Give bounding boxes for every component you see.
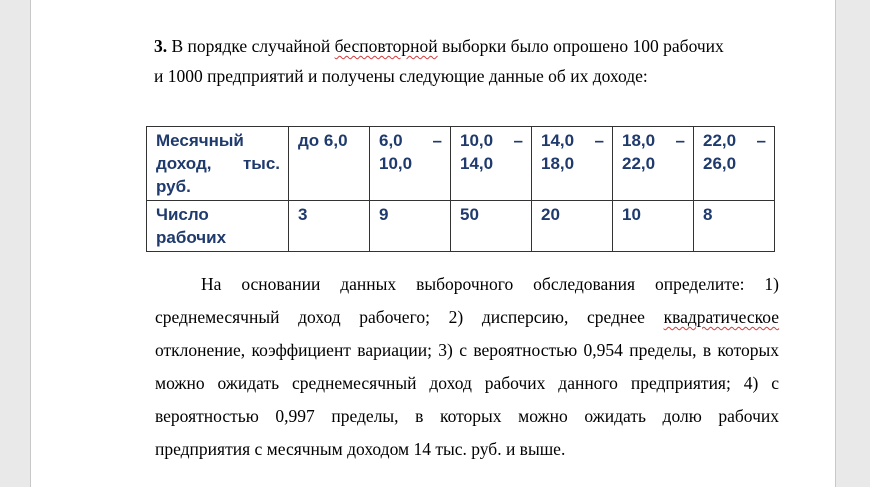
task-text bbox=[155, 268, 779, 466]
row-header-line: Число bbox=[156, 205, 209, 224]
cell-dash: – bbox=[675, 131, 685, 150]
table-cell bbox=[289, 127, 370, 201]
left-margin-gutter bbox=[0, 0, 31, 487]
cell-range-start: 10,0 bbox=[460, 131, 494, 150]
table-cell: 3 bbox=[289, 201, 370, 252]
table-cell: 50 bbox=[451, 201, 532, 252]
cell-line bbox=[541, 129, 604, 152]
task-text-2: отклонение, коэффициент вариации; 3) с вероятностью 0,954 пределы, в которых можно ожидать среднемесячный доход рабочих данного предприятия; 4) с вероятностью 0,997 пределы, в которых можно ожидать долю рабочих предприятия с месячным доходом 14 тыс. руб. и выше. bbox=[155, 340, 779, 459]
table-cell bbox=[532, 127, 613, 201]
table-cell bbox=[694, 127, 775, 201]
problem-statement bbox=[154, 31, 784, 91]
problem-number: 3. bbox=[154, 36, 168, 56]
cell-dash: – bbox=[594, 131, 604, 150]
income-table bbox=[146, 126, 775, 252]
cell-range-end: 10,0 bbox=[379, 154, 413, 173]
cell-range-end: 14,0 bbox=[460, 154, 494, 173]
cell-line bbox=[703, 129, 766, 152]
table-cell: 10 bbox=[613, 201, 694, 252]
table-cell bbox=[613, 127, 694, 201]
problem-line-1 bbox=[154, 31, 784, 61]
cell-line bbox=[622, 129, 685, 152]
cell-range-end: 26,0 bbox=[703, 154, 737, 173]
task-paragraph bbox=[155, 268, 779, 466]
row-header-line: Месячный bbox=[156, 131, 244, 150]
spellcheck-word: квадратическое bbox=[663, 307, 779, 327]
cell-range-start: 18,0 bbox=[622, 131, 656, 150]
table-cell bbox=[451, 127, 532, 201]
row-header-income bbox=[147, 127, 289, 201]
cell-range-start: 14,0 bbox=[541, 131, 575, 150]
table-row-workers bbox=[147, 201, 775, 252]
table-cell: 9 bbox=[370, 201, 451, 252]
row-header-line: руб. bbox=[156, 177, 191, 196]
table-cell bbox=[370, 127, 451, 201]
problem-text-2: выборки было опрошено 100 рабочих bbox=[437, 36, 724, 56]
cell-range-end: 22,0 bbox=[622, 154, 656, 173]
cell-line bbox=[460, 129, 523, 152]
table-row-income bbox=[147, 127, 775, 201]
problem-line-2: и 1000 предприятий и получены следующие данные об их доходе: bbox=[154, 66, 648, 86]
cell-range-start: 22,0 bbox=[703, 131, 737, 150]
right-margin-gutter bbox=[835, 0, 870, 487]
cell-range-start: до 6,0 bbox=[298, 131, 348, 150]
cell-dash: – bbox=[432, 131, 442, 150]
row-header-word: тыс. bbox=[242, 154, 280, 173]
table-cell: 20 bbox=[532, 201, 613, 252]
cell-range-start: 6,0 bbox=[379, 131, 403, 150]
cell-range-end: 18,0 bbox=[541, 154, 575, 173]
cell-dash: – bbox=[756, 131, 766, 150]
row-header-line bbox=[156, 152, 280, 175]
row-header-word: доход, bbox=[156, 154, 212, 173]
row-header-workers bbox=[147, 201, 289, 252]
cell-dash: – bbox=[513, 131, 523, 150]
table-cell: 8 bbox=[694, 201, 775, 252]
task-text-1: На основании данных выборочного обследования определите: 1) среднемесячный доход рабочего; 2) дисперсию, среднее bbox=[155, 274, 779, 327]
cell-line bbox=[379, 129, 442, 152]
row-header-line: рабочих bbox=[156, 228, 227, 247]
spellcheck-word: бесповторной bbox=[334, 36, 438, 56]
problem-text-1: В порядке случайной bbox=[171, 36, 335, 56]
